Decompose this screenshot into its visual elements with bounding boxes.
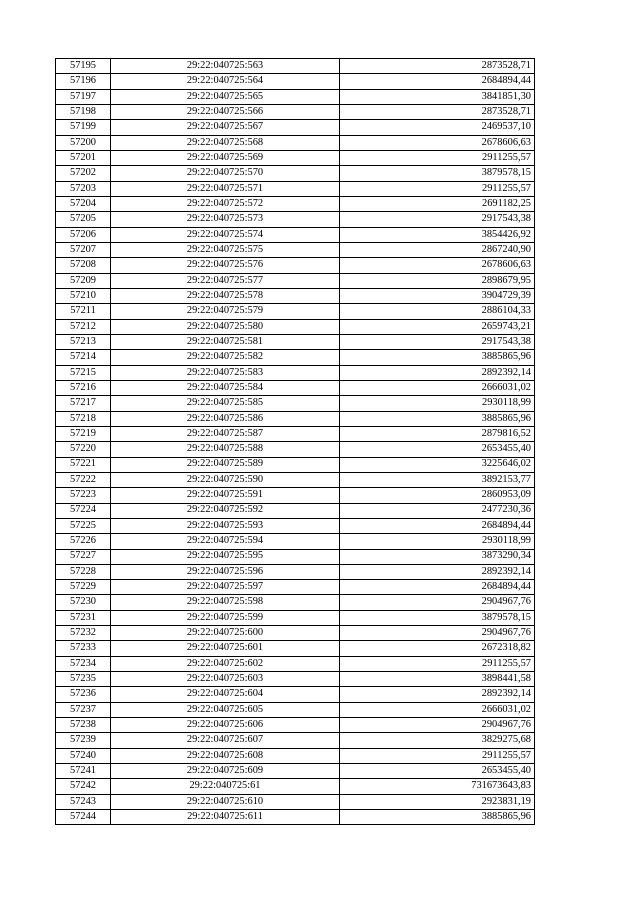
cadastral-value-cell: 2923831,19 — [340, 794, 535, 809]
row-number-cell: 57199 — [56, 120, 111, 135]
table-row — [56, 304, 535, 319]
table-row — [56, 810, 535, 825]
table-row — [56, 518, 535, 533]
table-row — [56, 472, 535, 487]
cadastral-value-cell: 3898441,58 — [340, 672, 535, 687]
row-number-cell: 57229 — [56, 580, 111, 595]
cadastral-value-cell: 2917543,38 — [340, 212, 535, 227]
cadastral-number-cell: 29:22:040725:565 — [111, 89, 340, 104]
row-number-cell: 57217 — [56, 396, 111, 411]
row-number-cell: 57221 — [56, 457, 111, 472]
table-row — [56, 442, 535, 457]
cadastral-value-cell: 3904729,39 — [340, 288, 535, 303]
cadastral-number-cell: 29:22:040725:568 — [111, 135, 340, 150]
table-row — [56, 672, 535, 687]
row-number-cell: 57213 — [56, 334, 111, 349]
table-row — [56, 534, 535, 549]
cadastral-number-cell: 29:22:040725:571 — [111, 181, 340, 196]
row-number-cell: 57232 — [56, 626, 111, 641]
row-number-cell: 57225 — [56, 518, 111, 533]
cadastral-number-cell: 29:22:040725:594 — [111, 534, 340, 549]
cadastral-number-cell: 29:22:040725:563 — [111, 59, 340, 74]
cadastral-number-cell: 29:22:040725:566 — [111, 104, 340, 119]
cadastral-number-cell: 29:22:040725:591 — [111, 488, 340, 503]
row-number-cell: 57206 — [56, 227, 111, 242]
table-row — [56, 641, 535, 656]
cadastral-number-cell: 29:22:040725:604 — [111, 687, 340, 702]
row-number-cell: 57208 — [56, 258, 111, 273]
cadastral-number-cell: 29:22:040725:582 — [111, 350, 340, 365]
cadastral-number-cell: 29:22:040725:580 — [111, 319, 340, 334]
table-row — [56, 273, 535, 288]
cadastral-value-cell: 2904967,76 — [340, 626, 535, 641]
table-row — [56, 166, 535, 181]
cadastral-number-cell: 29:22:040725:588 — [111, 442, 340, 457]
cadastral-value-cell: 2873528,71 — [340, 104, 535, 119]
cadastral-value-cell: 2672318,82 — [340, 641, 535, 656]
cadastral-value-cell: 3885865,96 — [340, 810, 535, 825]
table-row — [56, 457, 535, 472]
cadastral-value-cell: 2930118,99 — [340, 396, 535, 411]
table-row — [56, 74, 535, 89]
cadastral-value-cell: 2904967,76 — [340, 595, 535, 610]
cadastral-value-cell: 2469537,10 — [340, 120, 535, 135]
row-number-cell: 57209 — [56, 273, 111, 288]
table-row — [56, 564, 535, 579]
table-row — [56, 212, 535, 227]
row-number-cell: 57212 — [56, 319, 111, 334]
cadastral-value-cell: 2892392,14 — [340, 365, 535, 380]
cadastral-number-cell: 29:22:040725:602 — [111, 656, 340, 671]
row-number-cell: 57228 — [56, 564, 111, 579]
cadastral-value-cell: 2684894,44 — [340, 74, 535, 89]
cadastral-value-cell: 2911255,57 — [340, 656, 535, 671]
cadastral-number-cell: 29:22:040725:590 — [111, 472, 340, 487]
row-number-cell: 57227 — [56, 549, 111, 564]
cadastral-number-cell: 29:22:040725:597 — [111, 580, 340, 595]
table-row — [56, 150, 535, 165]
cadastral-number-cell: 29:22:040725:584 — [111, 380, 340, 395]
row-number-cell: 57224 — [56, 503, 111, 518]
row-number-cell: 57238 — [56, 718, 111, 733]
row-number-cell: 57205 — [56, 212, 111, 227]
row-number-cell: 57196 — [56, 74, 111, 89]
row-number-cell: 57236 — [56, 687, 111, 702]
cadastral-number-cell: 29:22:040725:572 — [111, 196, 340, 211]
cadastral-value-cell: 3841851,30 — [340, 89, 535, 104]
table-row — [56, 258, 535, 273]
cadastral-value-cell: 2886104,33 — [340, 304, 535, 319]
cadastral-number-cell: 29:22:040725:573 — [111, 212, 340, 227]
row-number-cell: 57243 — [56, 794, 111, 809]
cadastral-number-cell: 29:22:040725:598 — [111, 595, 340, 610]
row-number-cell: 57226 — [56, 534, 111, 549]
row-number-cell: 57231 — [56, 610, 111, 625]
table-row — [56, 426, 535, 441]
row-number-cell: 57214 — [56, 350, 111, 365]
table-row — [56, 135, 535, 150]
cadastral-number-cell: 29:22:040725:592 — [111, 503, 340, 518]
table-row — [56, 227, 535, 242]
cadastral-number-cell: 29:22:040725:564 — [111, 74, 340, 89]
cadastral-number-cell: 29:22:040725:576 — [111, 258, 340, 273]
table-row — [56, 779, 535, 794]
row-number-cell: 57241 — [56, 764, 111, 779]
table-row — [56, 196, 535, 211]
cadastral-value-cell: 2898679,95 — [340, 273, 535, 288]
cadastral-value-cell: 2917543,38 — [340, 334, 535, 349]
cadastral-number-cell: 29:22:040725:607 — [111, 733, 340, 748]
row-number-cell: 57230 — [56, 595, 111, 610]
table-row — [56, 181, 535, 196]
table-row — [56, 242, 535, 257]
cadastral-value-cell: 2867240,90 — [340, 242, 535, 257]
cadastral-number-cell: 29:22:040725:575 — [111, 242, 340, 257]
table-row — [56, 503, 535, 518]
table-row — [56, 334, 535, 349]
table-row — [56, 319, 535, 334]
row-number-cell: 57235 — [56, 672, 111, 687]
cadastral-value-cell: 2892392,14 — [340, 687, 535, 702]
table-row — [56, 380, 535, 395]
cadastral-value-cell: 3854426,92 — [340, 227, 535, 242]
row-number-cell: 57244 — [56, 810, 111, 825]
cadastral-value-cell: 3885865,96 — [340, 350, 535, 365]
table-body — [56, 59, 535, 825]
cadastral-number-cell: 29:22:040725:610 — [111, 794, 340, 809]
cadastral-value-cell: 3879578,15 — [340, 610, 535, 625]
row-number-cell: 57203 — [56, 181, 111, 196]
cadastral-number-cell: 29:22:040725:586 — [111, 411, 340, 426]
cadastral-value-cell: 2879816,52 — [340, 426, 535, 441]
cadastral-number-cell: 29:22:040725:599 — [111, 610, 340, 625]
cadastral-number-cell: 29:22:040725:581 — [111, 334, 340, 349]
row-number-cell: 57239 — [56, 733, 111, 748]
cadastral-number-cell: 29:22:040725:595 — [111, 549, 340, 564]
cadastral-value-cell: 3885865,96 — [340, 411, 535, 426]
table-row — [56, 702, 535, 717]
cadastral-value-cell: 2930118,99 — [340, 534, 535, 549]
cadastral-number-cell: 29:22:040725:574 — [111, 227, 340, 242]
row-number-cell: 57215 — [56, 365, 111, 380]
cadastral-number-cell: 29:22:040725:587 — [111, 426, 340, 441]
cadastral-value-cell: 2892392,14 — [340, 564, 535, 579]
cadastral-number-cell: 29:22:040725:577 — [111, 273, 340, 288]
cadastral-value-cell: 2684894,44 — [340, 518, 535, 533]
cadastral-value-cell: 2653455,40 — [340, 442, 535, 457]
cadastral-value-cell: 3225646,02 — [340, 457, 535, 472]
cadastral-number-cell: 29:22:040725:583 — [111, 365, 340, 380]
row-number-cell: 57195 — [56, 59, 111, 74]
row-number-cell: 57237 — [56, 702, 111, 717]
row-number-cell: 57223 — [56, 488, 111, 503]
cadastral-number-cell: 29:22:040725:579 — [111, 304, 340, 319]
cadastral-value-cell: 2666031,02 — [340, 380, 535, 395]
table-row — [56, 120, 535, 135]
table-row — [56, 350, 535, 365]
row-number-cell: 57201 — [56, 150, 111, 165]
cadastral-value-cell: 731673643,83 — [340, 779, 535, 794]
row-number-cell: 57218 — [56, 411, 111, 426]
row-number-cell: 57198 — [56, 104, 111, 119]
row-number-cell: 57234 — [56, 656, 111, 671]
table-row — [56, 580, 535, 595]
cadastral-number-cell: 29:22:040725:578 — [111, 288, 340, 303]
cadastral-value-cell: 2860953,09 — [340, 488, 535, 503]
cadastral-value-cell: 2873528,71 — [340, 59, 535, 74]
table-row — [56, 288, 535, 303]
cadastral-value-table — [55, 58, 535, 825]
cadastral-value-cell: 3892153,77 — [340, 472, 535, 487]
cadastral-number-cell: 29:22:040725:567 — [111, 120, 340, 135]
cadastral-value-cell: 2477230,36 — [340, 503, 535, 518]
row-number-cell: 57202 — [56, 166, 111, 181]
table-row — [56, 104, 535, 119]
cadastral-number-cell: 29:22:040725:611 — [111, 810, 340, 825]
row-number-cell: 57233 — [56, 641, 111, 656]
table-row — [56, 764, 535, 779]
table-row — [56, 59, 535, 74]
cadastral-value-cell: 2691182,25 — [340, 196, 535, 211]
table-row — [56, 488, 535, 503]
table-row — [56, 89, 535, 104]
cadastral-value-cell: 3873290,34 — [340, 549, 535, 564]
cadastral-value-cell: 2911255,57 — [340, 748, 535, 763]
table-row — [56, 687, 535, 702]
row-number-cell: 57222 — [56, 472, 111, 487]
cadastral-value-cell: 2684894,44 — [340, 580, 535, 595]
table-row — [56, 794, 535, 809]
cadastral-number-cell: 29:22:040725:601 — [111, 641, 340, 656]
row-number-cell: 57211 — [56, 304, 111, 319]
cadastral-value-cell: 2653455,40 — [340, 764, 535, 779]
cadastral-value-cell: 2911255,57 — [340, 181, 535, 196]
row-number-cell: 57216 — [56, 380, 111, 395]
cadastral-number-cell: 29:22:040725:603 — [111, 672, 340, 687]
cadastral-value-cell: 2911255,57 — [340, 150, 535, 165]
row-number-cell: 57207 — [56, 242, 111, 257]
table-row — [56, 411, 535, 426]
cadastral-number-cell: 29:22:040725:606 — [111, 718, 340, 733]
cadastral-number-cell: 29:22:040725:569 — [111, 150, 340, 165]
cadastral-value-cell: 2666031,02 — [340, 702, 535, 717]
cadastral-number-cell: 29:22:040725:600 — [111, 626, 340, 641]
cadastral-number-cell: 29:22:040725:589 — [111, 457, 340, 472]
cadastral-number-cell: 29:22:040725:585 — [111, 396, 340, 411]
table-row — [56, 595, 535, 610]
table-row — [56, 610, 535, 625]
cadastral-value-cell: 2678606,63 — [340, 258, 535, 273]
cadastral-number-cell: 29:22:040725:61 — [111, 779, 340, 794]
cadastral-number-cell: 29:22:040725:609 — [111, 764, 340, 779]
cadastral-value-cell: 2659743,21 — [340, 319, 535, 334]
row-number-cell: 57242 — [56, 779, 111, 794]
table-row — [56, 365, 535, 380]
table-row — [56, 733, 535, 748]
cadastral-value-cell: 2678606,63 — [340, 135, 535, 150]
table-row — [56, 748, 535, 763]
row-number-cell: 57219 — [56, 426, 111, 441]
cadastral-value-cell: 3879578,15 — [340, 166, 535, 181]
cadastral-number-cell: 29:22:040725:593 — [111, 518, 340, 533]
row-number-cell: 57204 — [56, 196, 111, 211]
row-number-cell: 57210 — [56, 288, 111, 303]
row-number-cell: 57240 — [56, 748, 111, 763]
cadastral-value-cell: 3829275,68 — [340, 733, 535, 748]
row-number-cell: 57197 — [56, 89, 111, 104]
table-row — [56, 718, 535, 733]
table-row — [56, 626, 535, 641]
cadastral-number-cell: 29:22:040725:608 — [111, 748, 340, 763]
cadastral-number-cell: 29:22:040725:570 — [111, 166, 340, 181]
row-number-cell: 57220 — [56, 442, 111, 457]
cadastral-number-cell: 29:22:040725:605 — [111, 702, 340, 717]
table-row — [56, 549, 535, 564]
table-row — [56, 396, 535, 411]
row-number-cell: 57200 — [56, 135, 111, 150]
cadastral-value-cell: 2904967,76 — [340, 718, 535, 733]
table-row — [56, 656, 535, 671]
cadastral-number-cell: 29:22:040725:596 — [111, 564, 340, 579]
